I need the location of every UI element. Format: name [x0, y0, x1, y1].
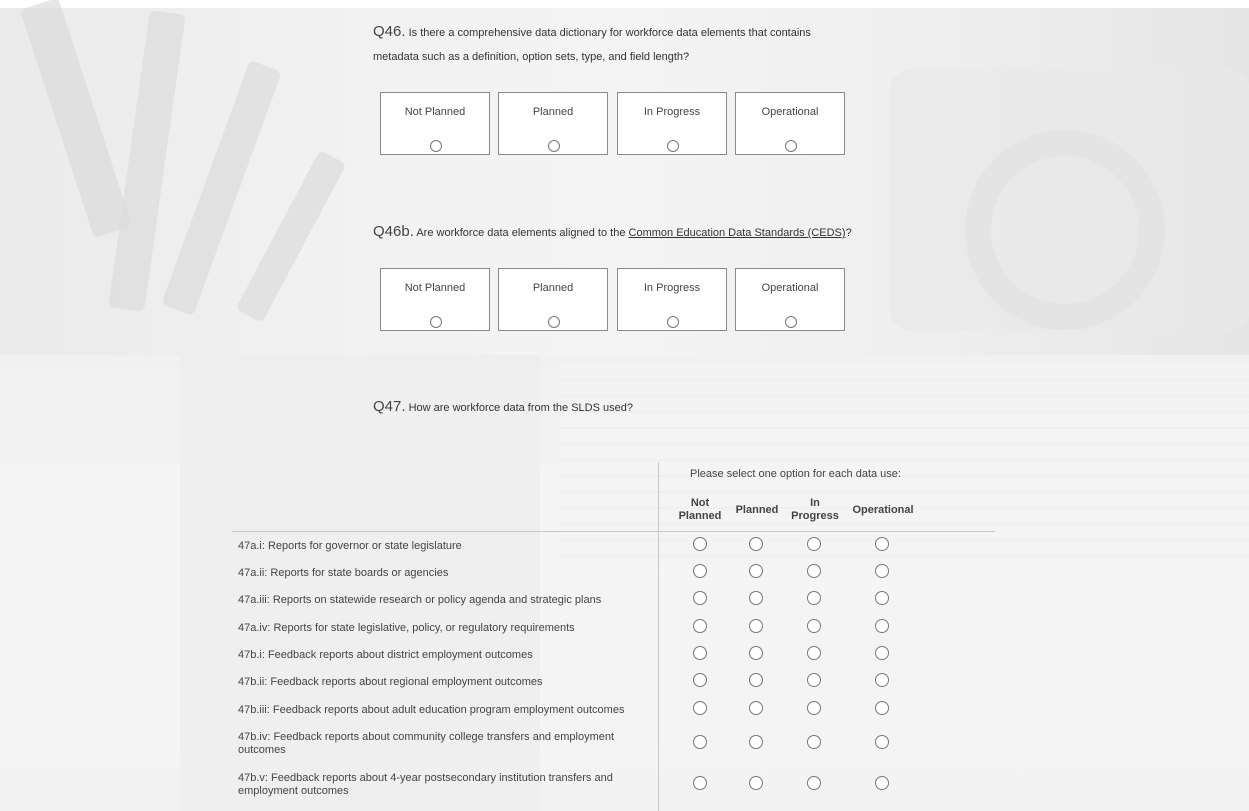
matrix-radio-planned[interactable] [749, 735, 763, 749]
matrix-radio-not-planned[interactable] [693, 564, 707, 578]
matrix-radio-not-planned[interactable] [693, 776, 707, 790]
matrix-radio-operational[interactable] [875, 619, 889, 633]
matrix-radio-in-progress[interactable] [807, 537, 821, 551]
matrix-radio-operational[interactable] [875, 701, 889, 715]
matrix-radio-not-planned[interactable] [693, 673, 707, 687]
question-text: Is there a comprehensive data dictionary for workforce data elements that contains metadata such as a definition, option sets, type, and field length? [373, 27, 811, 63]
q46b-option-operational[interactable] [735, 268, 845, 331]
matrix-radio-planned[interactable] [749, 537, 763, 551]
q46-option-planned[interactable] [498, 92, 608, 155]
matrix-radio-planned[interactable] [749, 673, 763, 687]
matrix-radio-planned[interactable] [749, 646, 763, 660]
matrix-row-label: 47b.v: Feedback reports about 4-year postsecondary institution transfers and employment outcomes [238, 772, 613, 797]
q46-option-not-planned[interactable] [380, 92, 490, 155]
matrix-radio-operational[interactable] [875, 646, 889, 660]
option-label: In Progress [643, 106, 701, 118]
matrix-radio-planned[interactable] [749, 776, 763, 790]
column-header-in-progress: In Progress [791, 497, 839, 522]
question-number: Q47. [373, 398, 406, 415]
matrix-row-label: 47a.iii: Reports on statewide research or policy agenda and strategic plans [238, 594, 602, 606]
matrix-radio-in-progress[interactable] [807, 735, 821, 749]
ceds-link[interactable]: Common Education Data Standards (CEDS) [628, 227, 846, 239]
matrix-header-rule [232, 531, 995, 532]
matrix-row-label: 47a.ii: Reports for state boards or agencies [238, 567, 449, 579]
matrix-radio-in-progress[interactable] [807, 701, 821, 715]
matrix-radio-in-progress[interactable] [807, 646, 821, 660]
radio-button[interactable] [667, 140, 679, 152]
option-label: Operational [761, 282, 819, 294]
option-label: Planned [532, 106, 574, 118]
q46-option-in-progress[interactable] [617, 92, 727, 155]
matrix-divider [658, 462, 659, 811]
radio-button[interactable] [548, 140, 560, 152]
option-label: Not Planned [404, 282, 466, 294]
radio-button[interactable] [430, 140, 442, 152]
radio-button[interactable] [785, 140, 797, 152]
question-number: Q46b. [373, 223, 414, 240]
matrix-radio-planned[interactable] [749, 591, 763, 605]
option-label: Operational [761, 106, 819, 118]
matrix-instruction: Please select one option for each data use: [690, 468, 901, 480]
q46b-option-planned[interactable] [498, 268, 608, 331]
matrix-radio-planned[interactable] [749, 701, 763, 715]
matrix-radio-not-planned[interactable] [693, 537, 707, 551]
matrix-radio-planned[interactable] [749, 564, 763, 578]
option-label: Planned [532, 282, 574, 294]
question-47 [373, 395, 893, 420]
matrix-radio-operational[interactable] [875, 673, 889, 687]
column-header-operational: Operational [852, 504, 914, 516]
matrix-radio-operational[interactable] [875, 591, 889, 605]
matrix-radio-operational[interactable] [875, 537, 889, 551]
radio-button[interactable] [785, 316, 797, 328]
radio-button[interactable] [548, 316, 560, 328]
matrix-radio-operational[interactable] [875, 776, 889, 790]
q46b-option-in-progress[interactable] [617, 268, 727, 331]
matrix-radio-not-planned[interactable] [693, 591, 707, 605]
question-text: Are workforce data elements aligned to the [416, 227, 626, 239]
option-label: In Progress [643, 282, 701, 294]
question-text: How are workforce data from the SLDS used? [408, 402, 633, 414]
matrix-radio-in-progress[interactable] [807, 673, 821, 687]
question-46 [373, 20, 853, 69]
matrix-radio-operational[interactable] [875, 735, 889, 749]
question-text-end: ? [845, 227, 852, 239]
question-46b [373, 220, 893, 245]
matrix-row-label: 47a.iv: Reports for state legislative, policy, or regulatory requirements [238, 622, 575, 634]
matrix-radio-in-progress[interactable] [807, 591, 821, 605]
matrix-radio-not-planned[interactable] [693, 701, 707, 715]
matrix-radio-in-progress[interactable] [807, 619, 821, 633]
matrix-radio-not-planned[interactable] [693, 735, 707, 749]
matrix-radio-not-planned[interactable] [693, 619, 707, 633]
question-number: Q46. [373, 23, 406, 40]
column-header-not-planned: Not Planned [678, 497, 722, 522]
column-header-planned: Planned [735, 504, 779, 516]
matrix-row-label: 47b.i: Feedback reports about district employment outcomes [238, 649, 533, 661]
matrix-row-label: 47b.iv: Feedback reports about community college transfers and employment outcomes [238, 731, 615, 756]
matrix-radio-planned[interactable] [749, 619, 763, 633]
matrix-radio-in-progress[interactable] [807, 564, 821, 578]
matrix-radio-in-progress[interactable] [807, 776, 821, 790]
q46-option-operational[interactable] [735, 92, 845, 155]
matrix-row-label: 47a.i: Reports for governor or state legislature [238, 540, 462, 552]
radio-button[interactable] [430, 316, 442, 328]
q46b-option-not-planned[interactable] [380, 268, 490, 331]
matrix-radio-operational[interactable] [875, 564, 889, 578]
matrix-radio-not-planned[interactable] [693, 646, 707, 660]
option-label: Not Planned [404, 106, 466, 118]
radio-button[interactable] [667, 316, 679, 328]
matrix-row-label: 47b.iii: Feedback reports about adult education program employment outcomes [238, 704, 625, 716]
matrix-row-label: 47b.ii: Feedback reports about regional employment outcomes [238, 676, 543, 688]
